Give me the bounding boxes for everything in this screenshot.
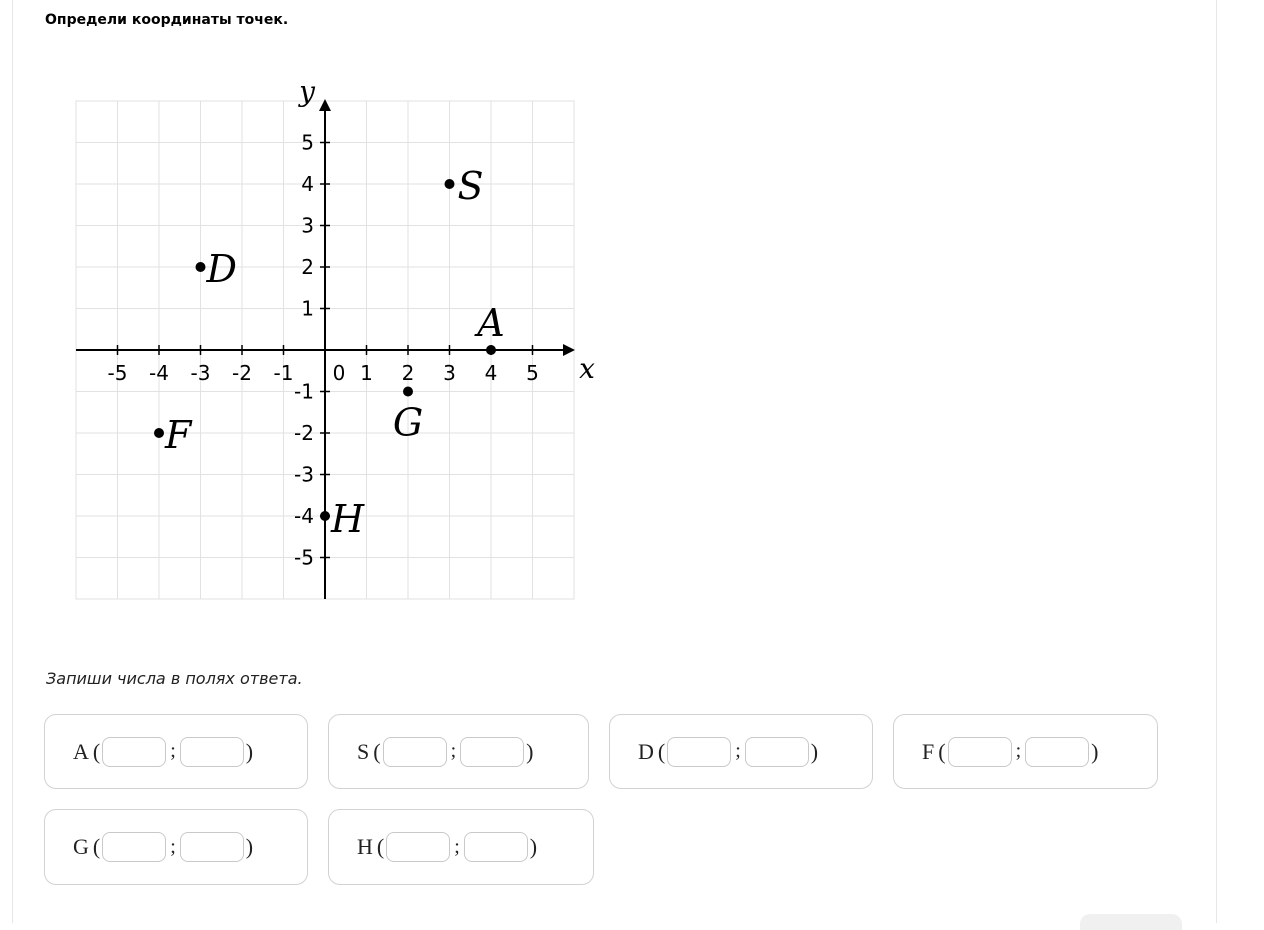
separator: ; [170,835,176,858]
point-label-h: H [331,497,365,541]
answer-card-f [893,714,1158,789]
answer-card-d [609,714,873,789]
x-tick-label: 1 [360,361,373,385]
close-paren: ) [1091,738,1099,764]
point-label-a: A [477,301,505,345]
open-paren: ( [92,738,101,764]
separator: ; [454,835,460,858]
point-label-s: S [457,164,484,208]
x-coordinate-input-d[interactable] [667,737,731,767]
task-title: Определи координаты точек. [45,12,289,28]
point-name: G [73,834,89,859]
point-label-g: G [392,400,424,445]
x-tick-label: -2 [232,361,252,385]
x-coordinate-input-s[interactable] [383,737,447,767]
open-paren: ( [657,738,666,764]
close-paren: ) [529,834,538,859]
y-coordinate-input-d[interactable] [745,737,809,767]
x-tick-label: 0 [332,361,346,385]
x-coordinate-input-h[interactable] [386,832,450,862]
y-coordinate-input-s[interactable] [460,737,524,767]
answer-card-h [328,809,594,885]
y-coordinate-input-a[interactable] [180,737,244,767]
x-axis-label: x [579,352,595,385]
separator: ; [735,740,741,762]
x-tick-label: -1 [273,361,294,385]
x-tick-label: 4 [484,361,498,385]
answer-card-s [328,714,589,789]
y-tick-label: 5 [301,130,314,155]
x-tick-label: -3 [190,361,211,385]
next-button[interactable] [1080,914,1182,930]
answer-card-a [44,714,308,789]
y-tick-label: -5 [294,545,314,570]
y-tick-label: 4 [301,172,314,196]
point-name: S [357,738,370,764]
y-coordinate-input-f[interactable] [1025,737,1089,767]
separator: ; [1015,740,1022,762]
y-tick-label: -4 [294,504,314,528]
point-name: F [922,738,935,764]
open-paren: ( [938,738,946,764]
open-paren: ( [92,834,101,859]
y-axis-label: y [299,75,315,108]
x-coordinate-input-g[interactable] [102,832,166,862]
instruction-text: Запиши числа в полях ответа. [46,669,303,688]
point-name: D [638,738,654,764]
y-coordinate-input-g[interactable] [180,832,244,862]
point-name: H [357,834,373,859]
close-paren: ) [810,738,819,764]
x-tick-label: 2 [401,361,415,385]
y-tick-label: 3 [301,213,314,238]
x-coordinate-input-a[interactable] [102,737,166,767]
y-tick-label: 1 [301,296,314,321]
open-paren: ( [376,834,385,859]
x-coordinate-input-f[interactable] [948,737,1012,767]
close-paren: ) [526,738,534,764]
x-tick-label: 5 [526,361,539,385]
open-paren: ( [373,738,381,764]
point-label-f: F [165,413,192,457]
y-tick-label: -3 [294,462,314,487]
y-tick-label: -2 [294,421,314,445]
y-coordinate-input-h[interactable] [464,832,528,862]
y-tick-label: -1 [294,379,314,404]
x-tick-label: -4 [149,361,169,385]
close-paren: ) [245,834,254,859]
close-paren: ) [245,738,254,764]
answer-card-g [44,809,308,885]
x-tick-label: -5 [107,361,128,385]
point-label-d: D [206,247,237,291]
separator: ; [170,740,176,762]
point-name: A [73,738,89,764]
separator: ; [450,740,457,762]
y-tick-label: 2 [301,255,314,279]
x-tick-label: 3 [443,361,456,385]
